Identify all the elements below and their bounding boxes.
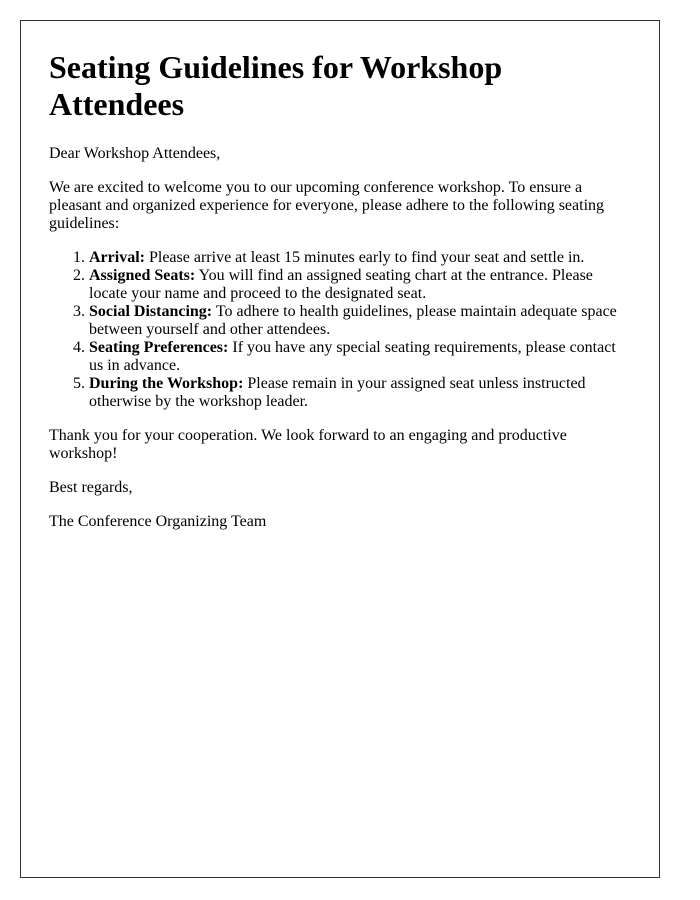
page-title: Seating Guidelines for Workshop Attendees (49, 49, 503, 122)
closing-paragraph: Thank you for your cooperation. We look forward to an engaging and productive workshop! (49, 427, 567, 462)
guideline-term: Seating Preferences: (89, 339, 229, 356)
letter-page (20, 20, 660, 878)
guidelines-list (49, 249, 631, 411)
guideline-text: Please remain in your assigned seat unless instructed otherwise by the workshop leader. (89, 375, 586, 410)
intro-paragraph: We are excited to welcome you to our upcoming conference workshop. To ensure a pleasant and organized experience for everyone, please adhere to the following seating guidelines: (49, 179, 605, 232)
guideline-item (89, 267, 631, 303)
signoff: Best regards, (49, 479, 133, 496)
guideline-term: Assigned Seats: (89, 267, 196, 284)
guideline-text: To adhere to health guidelines, please maintain adequate space between yourself and other attendees. (89, 303, 617, 338)
guideline-text: Please arrive at least 15 minutes early to find your seat and settle in. (144, 249, 585, 266)
guideline-item (89, 249, 631, 267)
guideline-term: During the Workshop: (89, 375, 244, 392)
guideline-term: Arrival: (89, 249, 145, 266)
guideline-item (89, 303, 631, 339)
guideline-term: Social Distancing: (89, 303, 213, 320)
guideline-text: You will find an assigned seating chart at the entrance. Please locate your name and proceed to the designated seat. (89, 267, 593, 302)
guideline-text: If you have any special seating requirements, please contact us in advance. (89, 339, 616, 374)
guideline-item (89, 339, 631, 375)
guideline-item (89, 375, 631, 411)
greeting: Dear Workshop Attendees, (49, 145, 221, 162)
signature: The Conference Organizing Team (49, 513, 267, 530)
